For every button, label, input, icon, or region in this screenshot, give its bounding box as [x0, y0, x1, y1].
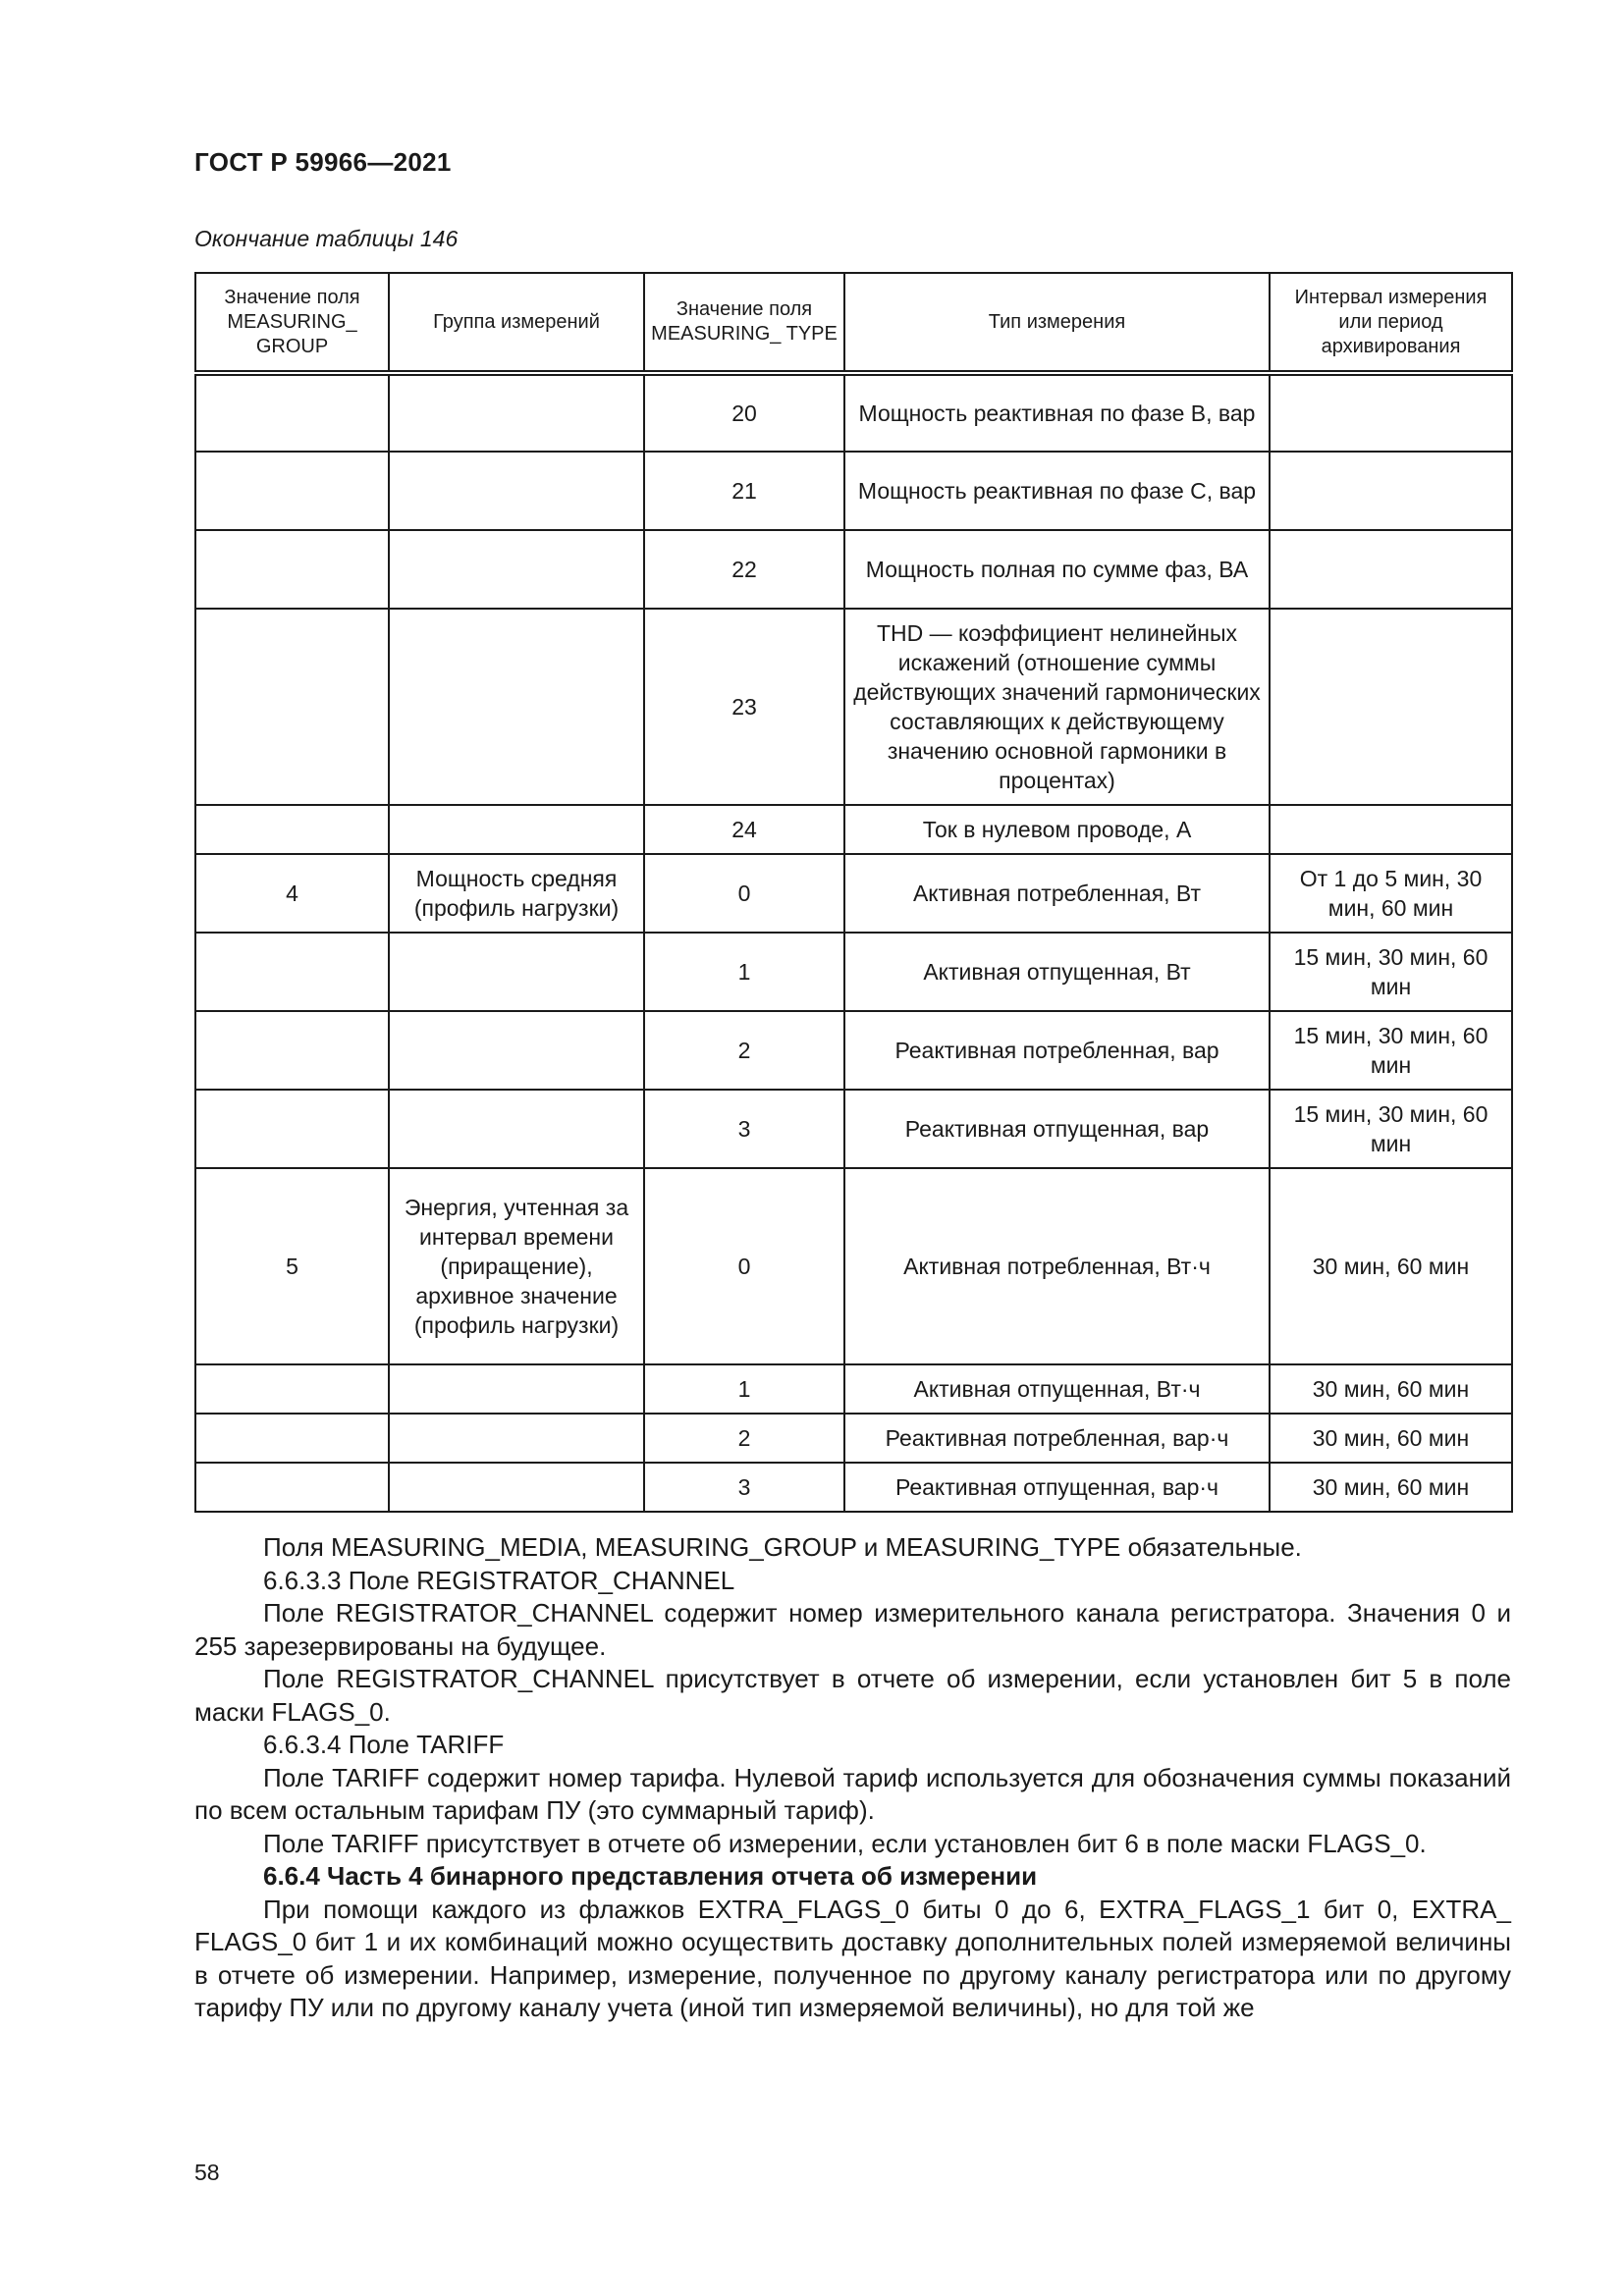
table-cell: 30 мин, 60 мин — [1270, 1168, 1512, 1364]
table-cell — [389, 373, 644, 452]
table-row — [195, 1168, 1512, 1364]
table-cell: Реактивная потребленная, вар·ч — [844, 1414, 1270, 1463]
table-cell — [389, 609, 644, 805]
table-cell: Активная отпущенная, Вт — [844, 933, 1270, 1011]
table-row — [195, 1414, 1512, 1463]
table-cell — [195, 373, 389, 452]
table-cell: 1 — [644, 1364, 844, 1414]
measurement-table — [194, 272, 1513, 1513]
table-cell: Реактивная отпущенная, вар — [844, 1090, 1270, 1168]
table-cell — [195, 1414, 389, 1463]
table-row — [195, 609, 1512, 805]
table-cell: 21 — [644, 452, 844, 530]
paragraph: Поле TARIFF присутствует в отчете об измерении, если установлен бит 6 в поле маски FLAGS_0. — [263, 1828, 1427, 1858]
table-cell — [1270, 452, 1512, 530]
table-cell — [195, 805, 389, 854]
table-row — [195, 1463, 1512, 1512]
table-cell — [1270, 805, 1512, 854]
section-heading-bold: 6.6.4 Часть 4 бинарного представления отчета об измерении — [263, 1861, 1038, 1891]
table-cell: Мощность реактивная по фазе B, вар — [844, 373, 1270, 452]
column-header: Тип измерения — [844, 273, 1270, 373]
column-header: Интервал измерения или период архивирования — [1270, 273, 1512, 373]
table-cell: 2 — [644, 1011, 844, 1090]
table-cell: 15 мин, 30 мин, 60 мин — [1270, 933, 1512, 1011]
section-heading: 6.6.3.3 Поле REGISTRATOR_CHANNEL — [263, 1565, 735, 1595]
paragraph: Поле TARIFF содержит номер тарифа. Нулевой тариф используется для обозначения суммы показаний по всем остальным тарифам ПУ (это суммарный тариф). — [194, 1762, 1511, 1825]
table-cell — [389, 1463, 644, 1512]
table-cell — [389, 1414, 644, 1463]
table-cell — [389, 452, 644, 530]
table-cell — [389, 530, 644, 609]
table-cell: Мощность средняя (профиль нагрузки) — [389, 854, 644, 933]
table-cell: 30 мин, 60 мин — [1270, 1463, 1512, 1512]
table-cell — [195, 1011, 389, 1090]
column-header: Значение поля MEASURING_ GROUP — [195, 273, 389, 373]
paragraph: Поле REGISTRATOR_CHANNEL присутствует в отчете об измерении, если установлен бит 5 в поле маски FLAGS_0. — [194, 1664, 1511, 1727]
table-cell: Мощность полная по сумме фаз, ВА — [844, 530, 1270, 609]
paragraph: Поля MEASURING_MEDIA, MEASURING_GROUP и MEASURING_TYPE обязательные. — [263, 1532, 1302, 1562]
table-cell: 0 — [644, 854, 844, 933]
table-cell: 5 — [195, 1168, 389, 1364]
table-cell: 4 — [195, 854, 389, 933]
table-cell: 3 — [644, 1463, 844, 1512]
table-cell — [1270, 373, 1512, 452]
table-cell: Реактивная отпущенная, вар·ч — [844, 1463, 1270, 1512]
table-cell: Ток в нулевом проводе, А — [844, 805, 1270, 854]
table-row — [195, 452, 1512, 530]
table-row — [195, 1011, 1512, 1090]
table-cell — [195, 1090, 389, 1168]
table-row — [195, 854, 1512, 933]
table-cell — [195, 530, 389, 609]
table-row — [195, 530, 1512, 609]
column-header: Значение поля MEASURING_ TYPE — [644, 273, 844, 373]
table-cell — [195, 1364, 389, 1414]
paragraph: Поле REGISTRATOR_CHANNEL содержит номер измерительного канала регистратора. Значения 0 и 255 зарезервированы на будущее. — [194, 1598, 1511, 1661]
document-header: ГОСТ Р 59966—2021 — [194, 147, 452, 177]
table-cell: Мощность реактивная по фазе C, вар — [844, 452, 1270, 530]
table-cell — [195, 1463, 389, 1512]
paragraph: При помощи каждого из флажков EXTRA_FLAGS_0 биты 0 до 6, EXTRA_FLAGS_1 бит 0, EXTRA_ FLAGS_0 бит 1 и их комбинаций можно осуществить доставку дополнительных полей измеряемой величины в отчете об измерении. Например, измерение, полученное по другому каналу регистратора или по другому тарифу ПУ или по другому каналу учета (иной тип измеряемой величины), но для той же — [194, 1894, 1511, 2022]
table-cell: 0 — [644, 1168, 844, 1364]
table-cell: 30 мин, 60 мин — [1270, 1414, 1512, 1463]
table-cell — [195, 609, 389, 805]
body-text — [194, 1531, 1511, 2025]
table-cell: 23 — [644, 609, 844, 805]
table-cell: 15 мин, 30 мин, 60 мин — [1270, 1090, 1512, 1168]
page-number: 58 — [194, 2160, 220, 2185]
table-cell — [1270, 609, 1512, 805]
table-row — [195, 933, 1512, 1011]
table-cell — [389, 805, 644, 854]
table-cell: От 1 до 5 мин, 30 мин, 60 мин — [1270, 854, 1512, 933]
table-cell — [1270, 530, 1512, 609]
table-cell — [389, 933, 644, 1011]
table-cell: 1 — [644, 933, 844, 1011]
table-cell: 30 мин, 60 мин — [1270, 1364, 1512, 1414]
table-cell: 15 мин, 30 мин, 60 мин — [1270, 1011, 1512, 1090]
table-cell: Активная потребленная, Вт — [844, 854, 1270, 933]
table-row — [195, 1364, 1512, 1414]
table-cell — [195, 933, 389, 1011]
table-cell: 20 — [644, 373, 844, 452]
table-cell: 22 — [644, 530, 844, 609]
table-cell: THD — коэффициент нелинейных искажений (отношение суммы действующих значений гармонических составляющих к действующему значению основной гармоники в процентах) — [844, 609, 1270, 805]
table-header-row — [195, 273, 1512, 373]
section-heading: 6.6.3.4 Поле TARIFF — [263, 1730, 505, 1759]
table-cell: Энергия, учтенная за интервал времени (приращение), архивное значение (профиль нагрузки) — [389, 1168, 644, 1364]
table-cell: 2 — [644, 1414, 844, 1463]
table-row — [195, 1090, 1512, 1168]
table-cell — [389, 1364, 644, 1414]
table-cell — [389, 1011, 644, 1090]
column-header: Группа измерений — [389, 273, 644, 373]
table-caption: Окончание таблицы 146 — [194, 226, 459, 251]
table-cell — [389, 1090, 644, 1168]
table-row — [195, 373, 1512, 452]
table-cell: Активная потребленная, Вт·ч — [844, 1168, 1270, 1364]
table-cell: Активная отпущенная, Вт·ч — [844, 1364, 1270, 1414]
table-cell: Реактивная потребленная, вар — [844, 1011, 1270, 1090]
table-cell: 24 — [644, 805, 844, 854]
table-cell — [195, 452, 389, 530]
table-row — [195, 805, 1512, 854]
table-cell: 3 — [644, 1090, 844, 1168]
